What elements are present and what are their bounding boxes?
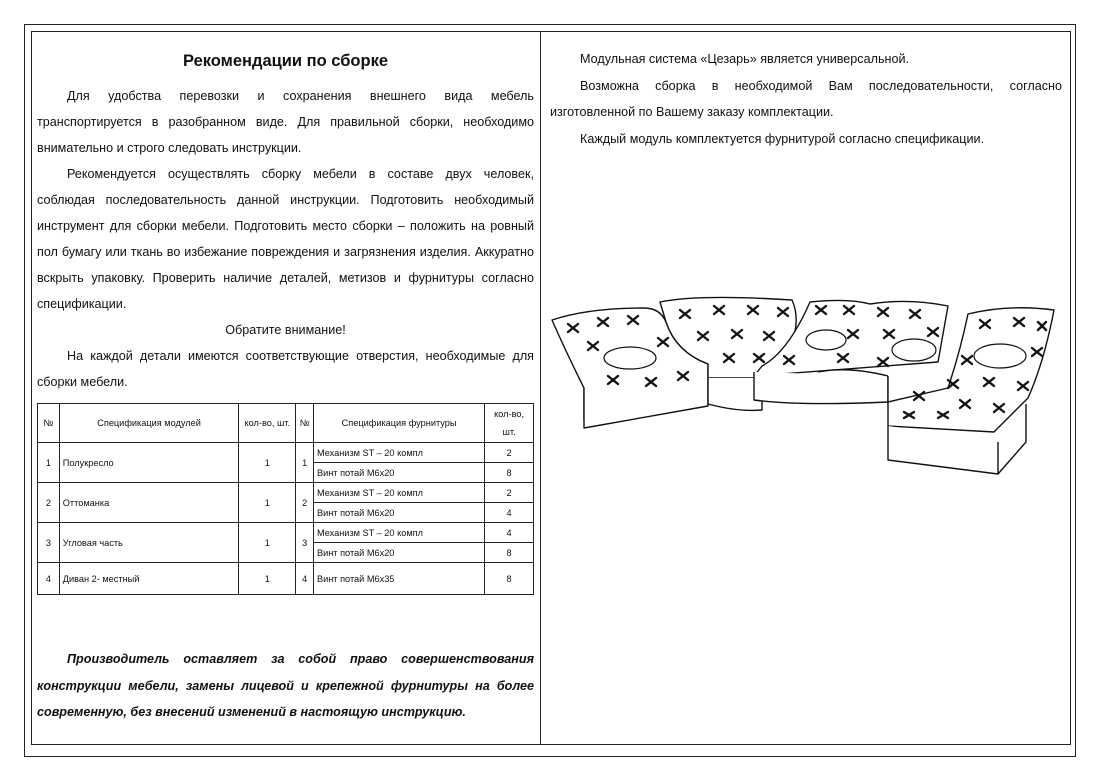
- paragraph-universal: Модульная система «Цезарь» является универсальной.: [580, 52, 909, 66]
- header-modules: Спецификация модулей: [59, 404, 239, 443]
- header-qty-modules: кол-во, шт.: [239, 404, 296, 443]
- hardware-number: 2: [296, 483, 314, 523]
- hardware-name: Механизм ST – 20 компл: [313, 483, 484, 503]
- module-name: Диван 2- местный: [59, 563, 239, 595]
- module-qty: 1: [239, 563, 296, 595]
- hardware-name: Винт потай М6х20: [313, 463, 484, 483]
- table-row: [38, 443, 534, 463]
- table-row: [38, 563, 534, 595]
- hardware-qty: 4: [485, 503, 534, 523]
- column-divider: [540, 31, 541, 745]
- hardware-name: Механизм ST – 20 компл: [313, 443, 484, 463]
- right-column: [550, 46, 1062, 152]
- row-number: 4: [38, 563, 60, 595]
- paragraph-holes: На каждой детали имеются соответствующие отверстия, необходимые для сборки мебели.: [37, 349, 534, 389]
- paragraph-hardware: Каждый модуль комплектуется фурнитурой согласно спецификации.: [580, 131, 985, 146]
- manufacturer-note: Производитель оставляет за собой право совершенствования конструкции мебели, замены лицевой и крепежной фурнитуры на более современную, без внесений изменений в настоящую инструкцию.: [37, 652, 534, 719]
- module-name: Оттоманка: [59, 483, 239, 523]
- left-column: [37, 46, 534, 595]
- table-row: [38, 523, 534, 543]
- hardware-number: 3: [296, 523, 314, 563]
- hardware-name: Винт потай М6х20: [313, 543, 484, 563]
- row-number: 2: [38, 483, 60, 523]
- paragraph-sequence: Возможна сборка в необходимой Вам последовательности, согласно изготовленной по Вашему заказу комплектации.: [550, 78, 1062, 119]
- module-qty: 1: [239, 443, 296, 483]
- module-qty: 1: [239, 523, 296, 563]
- attention-heading: Обратите внимание!: [225, 323, 346, 337]
- header-num-modules: №: [38, 404, 60, 443]
- hardware-name: Механизм ST – 20 компл: [313, 523, 484, 543]
- header-hardware: Спецификация фурнитуры: [313, 404, 484, 443]
- table-row: [38, 483, 534, 503]
- modular-sofa-illustration: [548, 292, 1060, 482]
- row-number: 1: [38, 443, 60, 483]
- header-qty-hardware: кол-во, шт.: [485, 404, 534, 443]
- hardware-qty: 4: [485, 523, 534, 543]
- hardware-number: 4: [296, 563, 314, 595]
- hardware-name: Винт потай М6х35: [313, 563, 484, 595]
- paragraph-transport: Для удобства перевозки и сохранения внешнего вида мебель транспортируется в разобранном виде. Для правильной сборки, необходимо внимательно и строго следовать инструкции.: [37, 89, 534, 155]
- hardware-number: 1: [296, 443, 314, 483]
- hardware-qty: 8: [485, 543, 534, 563]
- table-header-row: [38, 404, 534, 443]
- hardware-name: Винт потай М6х20: [313, 503, 484, 523]
- module-name: Угловая часть: [59, 523, 239, 563]
- module-qty: 1: [239, 483, 296, 523]
- hardware-qty: 2: [485, 483, 534, 503]
- module-name: Полукресло: [59, 443, 239, 483]
- page-title: Рекомендации по сборке: [182, 52, 389, 70]
- header-num-hardware: №: [296, 404, 314, 443]
- paragraph-assembly: Рекомендуется осуществлять сборку мебели в составе двух человек, соблюдая последовательность данной инструкции. Подготовить необходимый инструмент для сборки мебели. Подготовить место сборки – положить на ровный пол бумагу или ткань во избежание повреждения и загрязнения изделия. Аккуратно вскрыть упаковку. Проверить наличие деталей, метизов и фурнитуры согласно спецификации.: [37, 167, 534, 311]
- hardware-qty: 8: [485, 463, 534, 483]
- hardware-qty: 8: [485, 563, 534, 595]
- hardware-qty: 2: [485, 443, 534, 463]
- specification-table: [37, 403, 534, 595]
- row-number: 3: [38, 523, 60, 563]
